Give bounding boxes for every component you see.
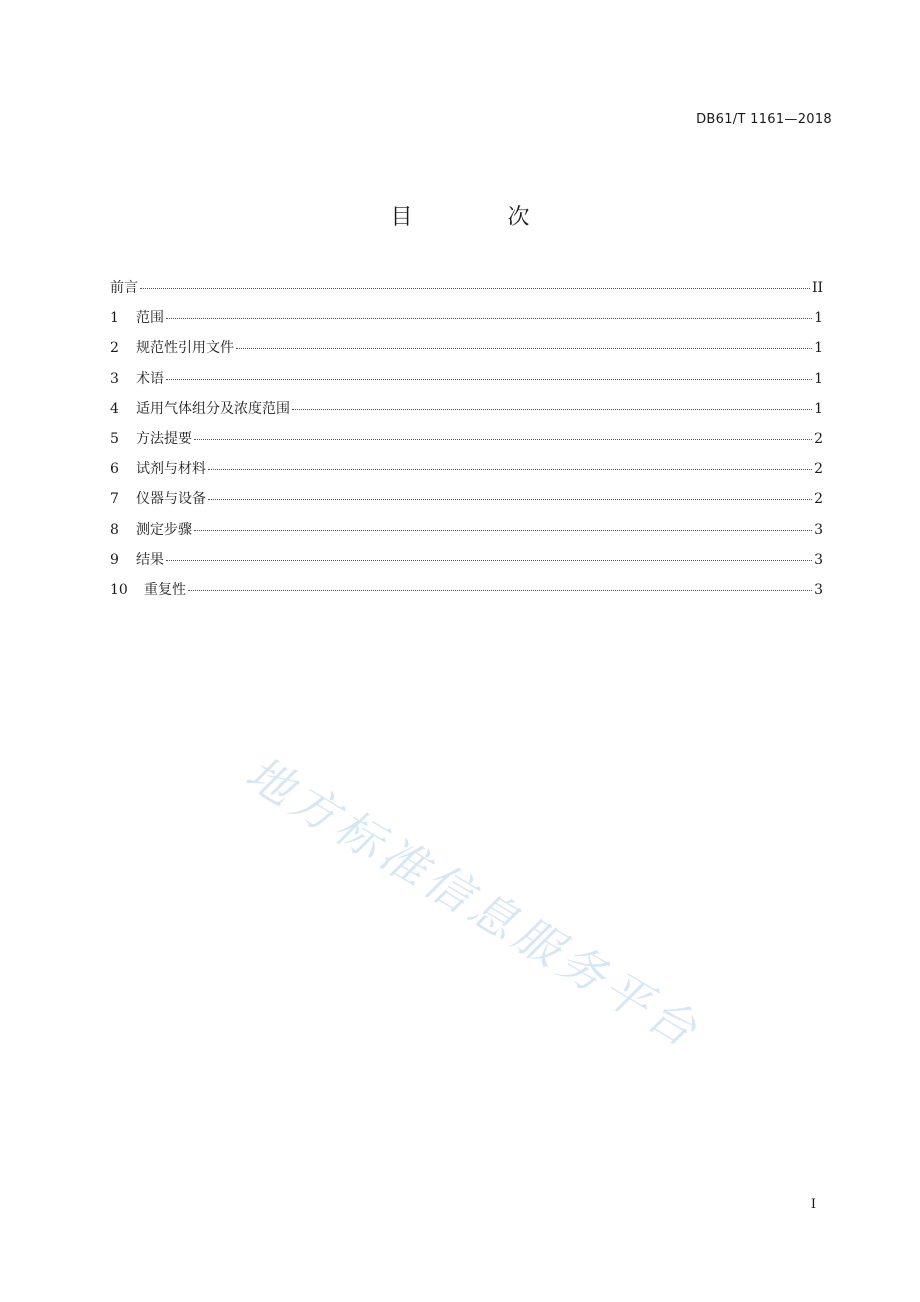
toc-entry-2[interactable] — [110, 338, 823, 368]
toc-entry-page: 2 — [814, 491, 823, 508]
toc-entry-number: 7 — [110, 491, 119, 508]
toc-entry-page: 3 — [814, 581, 823, 598]
toc-leader-dots — [208, 499, 812, 500]
page-number: I — [810, 1197, 816, 1212]
page-title: 目 次 — [390, 205, 574, 230]
toc-entry-label: 重复性 — [144, 581, 186, 598]
toc-entry-page: 1 — [814, 370, 823, 387]
toc-entry-6[interactable] — [110, 459, 823, 489]
toc-entry-1[interactable] — [110, 308, 823, 338]
watermark-text: 地方标准信息服务平台 — [236, 745, 711, 1060]
toc-entry-label: 结果 — [136, 551, 164, 568]
toc-entry-7[interactable] — [110, 489, 823, 519]
toc-entry-page: 3 — [814, 521, 823, 538]
toc-entry-8[interactable] — [110, 520, 823, 550]
table-of-contents — [110, 278, 823, 610]
toc-leader-dots — [236, 348, 812, 349]
toc-leader-dots — [208, 469, 812, 470]
toc-entry-page: 2 — [814, 461, 823, 478]
toc-leader-dots — [166, 560, 812, 561]
toc-entry-number: 9 — [110, 551, 119, 568]
toc-entry-label: 术语 — [136, 370, 164, 387]
toc-entry-4[interactable] — [110, 399, 823, 429]
toc-entry-number: 10 — [110, 581, 128, 598]
toc-entry-page: 1 — [814, 310, 823, 327]
toc-entry-5[interactable] — [110, 429, 823, 459]
toc-leader-dots — [194, 439, 812, 440]
toc-entry-page: 1 — [814, 400, 823, 417]
toc-leader-dots — [188, 590, 812, 591]
toc-leader-dots — [194, 530, 812, 531]
toc-entry-number: 2 — [110, 340, 119, 357]
toc-entry-number: 5 — [110, 430, 119, 447]
toc-entry-label: 仪器与设备 — [136, 491, 206, 508]
toc-entry-preface[interactable] — [110, 278, 823, 308]
document-code: DB61/T 1161—2018 — [696, 112, 832, 127]
toc-entry-number: 3 — [110, 370, 119, 387]
toc-entry-label: 测定步骤 — [136, 521, 192, 538]
toc-entry-page: 2 — [814, 430, 823, 447]
toc-entry-page: II — [811, 280, 823, 296]
toc-entry-label: 试剂与材料 — [136, 461, 206, 478]
toc-entry-10[interactable] — [110, 580, 823, 610]
toc-entry-label: 前言 — [110, 280, 138, 296]
toc-entry-label: 方法提要 — [136, 430, 192, 447]
toc-leader-dots — [292, 409, 812, 410]
toc-entry-label: 规范性引用文件 — [136, 340, 234, 357]
toc-entry-number: 1 — [110, 310, 119, 327]
toc-entry-label: 范围 — [136, 310, 164, 327]
toc-entry-9[interactable] — [110, 550, 823, 580]
toc-leader-dots — [166, 379, 812, 380]
toc-entry-number: 4 — [110, 400, 119, 417]
toc-leader-dots — [166, 318, 812, 319]
toc-entry-page: 1 — [814, 340, 823, 357]
toc-entry-page: 3 — [814, 551, 823, 568]
toc-entry-3[interactable] — [110, 369, 823, 399]
toc-leader-dots — [140, 288, 810, 289]
toc-entry-number: 8 — [110, 521, 119, 538]
toc-entry-number: 6 — [110, 461, 119, 478]
toc-entry-label: 适用气体组分及浓度范围 — [136, 400, 290, 417]
